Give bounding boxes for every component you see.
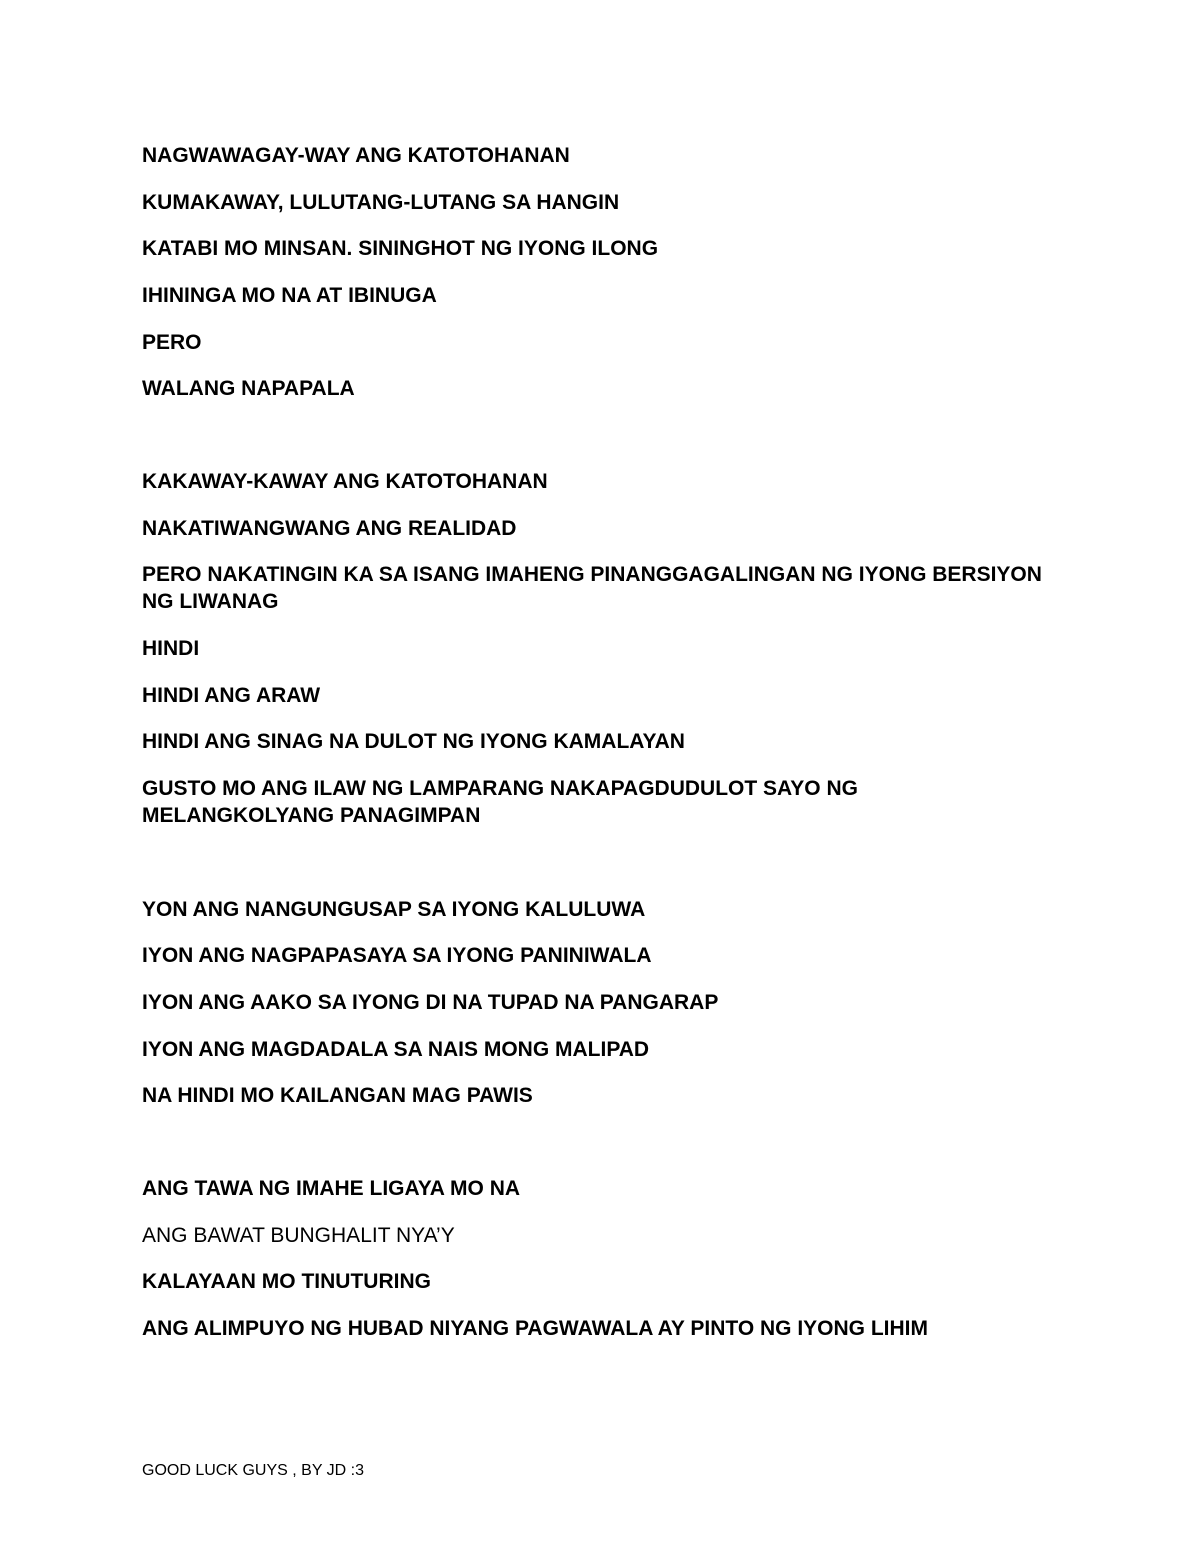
poem-line: PERO NAKATINGIN KA SA ISANG IMAHENG PINANGGAGALINGAN NG IYONG BERSIYON NG LIWANAG [142, 563, 1042, 613]
poem-line: ANG ALIMPUYO NG HUBAD NIYANG PAGWAWALA AY PINTO NG IYONG LIHIM [142, 1317, 929, 1340]
poem-line: NA HINDI MO KAILANGAN MAG PAWIS [142, 1084, 533, 1107]
poem-line: HINDI ANG ARAW [142, 684, 321, 707]
poem-line: KAKAWAY-KAWAY ANG KATOTOHANAN [142, 470, 548, 493]
poem-line: IYON ANG MAGDADALA SA NAIS MONG MALIPAD [142, 1038, 650, 1061]
poem-line: IHININGA MO NA AT IBINUGA [142, 284, 437, 307]
poem-line: HINDI ANG SINAG NA DULOT NG IYONG KAMALAYAN [142, 730, 685, 753]
poem-line: ANG BAWAT BUNGHALIT NYA’Y [142, 1224, 455, 1247]
poem-line: ANG TAWA NG IMAHE LIGAYA MO NA [142, 1177, 521, 1200]
poem-line: GUSTO MO ANG ILAW NG LAMPARANG NAKAPAGDUDULOT SAYO NG MELANGKOLYANG PANAGIMPAN [142, 777, 858, 827]
poem-line: HINDI [142, 637, 200, 660]
poem-line: YON ANG NANGUNGUSAP SA IYONG KALULUWA [142, 898, 646, 921]
poem-line: NAGWAWAGAY-WAY ANG KATOTOHANAN [142, 144, 570, 167]
poem-line: KATABI MO MINSAN. SININGHOT NG IYONG ILONG [142, 237, 659, 260]
poem-line: NAKATIWANGWANG ANG REALIDAD [142, 517, 517, 540]
poem-line: PERO [142, 331, 202, 354]
poem-line: WALANG NAPAPALA [142, 377, 355, 400]
poem-line: IYON ANG AAKO SA IYONG DI NA TUPAD NA PANGARAP [142, 991, 719, 1014]
poem-line: IYON ANG NAGPAPASAYA SA IYONG PANINIWALA [142, 944, 652, 967]
page-footer: GOOD LUCK GUYS , BY JD :3 [142, 1462, 364, 1479]
poem-line: KUMAKAWAY, LULUTANG-LUTANG SA HANGIN [142, 191, 620, 214]
poem-line: KALAYAAN MO TINUTURING [142, 1270, 431, 1293]
